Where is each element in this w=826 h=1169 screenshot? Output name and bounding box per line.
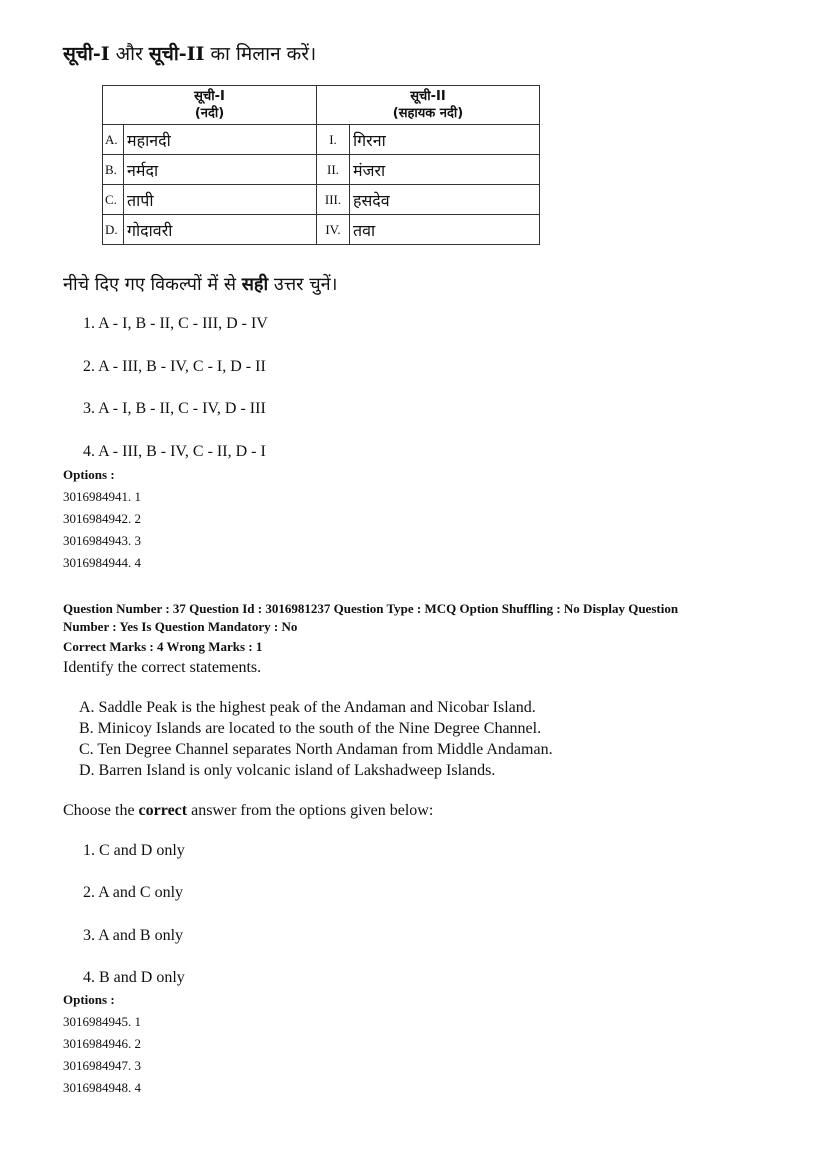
row-value-3: तापी — [124, 185, 317, 215]
row-value2-1: गिरना — [350, 125, 540, 155]
q37-statement-c: C. Ten Degree Channel separates North Andaman from Middle Andaman. — [79, 741, 553, 758]
row-value2-2: मंजरा — [350, 155, 540, 185]
q36-option-4: 3016984944. 4 — [63, 555, 141, 570]
q37-choice-3: 3. A and B only — [83, 927, 184, 944]
q36-option-3: 3016984943. 3 — [63, 533, 141, 548]
row-key2-3: III. — [317, 185, 350, 215]
q37-option-3: 3016984947. 3 — [63, 1058, 141, 1073]
table-row — [103, 125, 540, 155]
table-col1-title: सूची-I — [194, 89, 225, 104]
row-key2-4: IV. — [317, 215, 350, 245]
table-col2-title: सूची-II — [410, 89, 446, 104]
q37-option-2: 3016984946. 2 — [63, 1036, 141, 1051]
q37-instruction — [63, 802, 433, 820]
q37-statement-d: D. Barren Island is only volcanic island of Lakshadweep Islands. — [79, 762, 496, 779]
row-key-1: A. — [103, 125, 124, 155]
row-key2-1: I. — [317, 125, 350, 155]
table-row — [103, 215, 540, 245]
q37-options-label: Options : — [63, 992, 115, 1007]
q37-choice-4: 4. B and D only — [83, 969, 185, 986]
table-col2-subtitle: (सहायक नदी) — [392, 106, 464, 121]
row-value-2: नर्मदा — [124, 155, 317, 185]
q36-heading-match: का मिलान करें। — [204, 43, 317, 65]
q36-instruction-end: उत्तर चुनें। — [268, 274, 338, 295]
q36-instruction-text: नीचे दिए गए विकल्पों में से — [63, 274, 242, 295]
row-key2-2: II. — [317, 155, 350, 185]
table-col2-header — [317, 86, 540, 125]
q36-choice-4: 4. A - III, B - IV, C - II, D - I — [83, 443, 266, 460]
q36-option-2: 3016984942. 2 — [63, 511, 141, 526]
q37-statement-b: B. Minicoy Islands are located to the south of the Nine Degree Channel. — [79, 720, 542, 737]
q37-instruction-text: Choose the — [63, 802, 139, 819]
q37-instruction-bold: correct — [138, 802, 188, 819]
q36-match-table — [102, 85, 540, 245]
table-col1-subtitle: (नदी) — [194, 106, 225, 121]
row-value-4: गोदावरी — [124, 215, 317, 245]
q36-instruction — [63, 272, 337, 296]
row-value2-4: तवा — [350, 215, 540, 245]
row-key-3: C. — [103, 185, 124, 215]
table-row — [103, 155, 540, 185]
q37-meta-line1: Question Number : 37 Question Id : 3016981237 Question Type : MCQ Option Shuffling : No Display Question — [63, 601, 679, 616]
q37-choice-2: 2. A and C only — [83, 884, 184, 901]
q37-instruction-end: answer from the options given below: — [187, 802, 434, 819]
q37-marks: Correct Marks : 4 Wrong Marks : 1 — [63, 639, 263, 654]
q36-choice-1: 1. A - I, B - II, C - III, D - IV — [83, 315, 268, 332]
q36-choice-3: 3. A - I, B - II, C - IV, D - III — [83, 400, 266, 417]
q37-meta-line2: Number : Yes Is Question Mandatory : No — [63, 619, 298, 634]
q37-option-1: 3016984945. 1 — [63, 1014, 141, 1029]
row-value-1: महानदी — [124, 125, 317, 155]
table-col1-header — [103, 86, 317, 125]
table-header-row — [103, 86, 540, 125]
q37-option-4: 3016984948. 4 — [63, 1080, 141, 1095]
row-key-4: D. — [103, 215, 124, 245]
q36-instruction-bold: सही — [241, 274, 269, 295]
row-value2-3: हसदेव — [350, 185, 540, 215]
q36-choice-2: 2. A - III, B - IV, C - I, D - II — [83, 358, 266, 375]
q37-choice-1: 1. C and D only — [83, 842, 185, 859]
q37-statement-a: A. Saddle Peak is the highest peak of the Andaman and Nicobar Island. — [79, 699, 536, 716]
q36-heading-and: और — [109, 43, 149, 65]
q36-heading-list2: सूची-II — [148, 43, 205, 65]
q37-prompt: Identify the correct statements. — [63, 659, 262, 676]
table-row — [103, 185, 540, 215]
q36-heading-list1: सूची-I — [63, 43, 110, 65]
q36-options-label: Options : — [63, 467, 115, 482]
q36-heading — [63, 40, 316, 66]
q36-option-1: 3016984941. 1 — [63, 489, 141, 504]
row-key-2: B. — [103, 155, 124, 185]
